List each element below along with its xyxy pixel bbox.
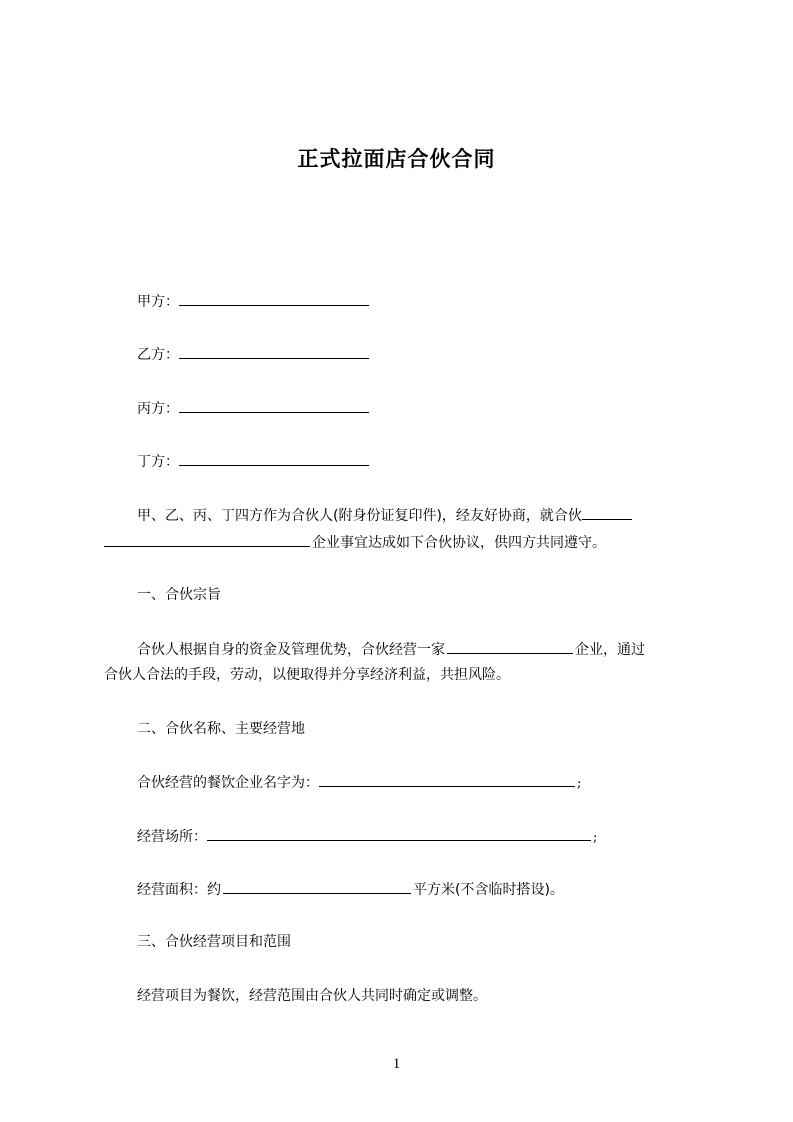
section-1-para-line-2: 合伙人合法的手段，劳动，以便取得并分享经济利益，共担风险。: [104, 667, 510, 683]
section-1-heading: 一、合伙宗旨: [137, 587, 221, 603]
intro-line-1: [137, 505, 632, 526]
semicolon: ;: [577, 776, 582, 791]
party-a-line: [137, 291, 369, 312]
intro-blank-2: [104, 532, 310, 547]
intro-line-2: [104, 532, 606, 553]
section-1-text-a: 合伙人根据自身的资金及管理优势，合伙经营一家: [137, 642, 445, 658]
section-2-heading: 二、合伙名称、主要经营地: [137, 721, 305, 737]
section-1-text-b: 企业，通过: [575, 642, 645, 658]
business-place-blank: [207, 826, 591, 841]
enterprise-name-blank: [319, 772, 575, 787]
party-c-blank: [179, 398, 369, 413]
party-b-blank: [179, 344, 369, 359]
intro-text-1: 甲、乙、丙、丁四方作为合伙人(附身份证复印件)，经友好协商，就合伙: [137, 508, 582, 524]
enterprise-name-line: [137, 772, 581, 794]
party-b-line: [137, 344, 369, 365]
semicolon: ;: [593, 830, 598, 845]
intro-text-2: 企业事宜达成如下合伙协议，供四方共同遵守。: [312, 535, 606, 551]
party-d-blank: [179, 451, 369, 466]
company-type-blank: [447, 639, 573, 654]
section-1-para-line-1: [137, 639, 645, 660]
party-b-label: 乙方：: [137, 347, 179, 363]
business-area-label: 经营面积：约: [137, 882, 221, 898]
page-number: 1: [392, 1056, 401, 1072]
intro-blank-1: [582, 505, 632, 520]
party-c-line: [137, 398, 369, 419]
business-place-label: 经营场所：: [137, 829, 207, 845]
party-a-blank: [179, 291, 369, 306]
business-area-line: [137, 879, 564, 900]
party-d-label: 丁方：: [137, 454, 179, 470]
document-title: 正式拉面店合伙合同: [297, 147, 496, 171]
party-d-line: [137, 451, 369, 472]
business-place-line: [137, 826, 597, 848]
business-area-blank: [223, 879, 411, 894]
section-3-heading: 三、合伙经营项目和范围: [137, 934, 291, 950]
party-a-label: 甲方：: [137, 294, 179, 310]
enterprise-name-label: 合伙经营的餐饮企业名字为：: [137, 775, 319, 791]
business-area-suffix: 平方米(不含临时搭设)。: [413, 882, 564, 898]
party-c-label: 丙方：: [137, 401, 179, 417]
section-3-paragraph: 经营项目为餐饮，经营范围由合伙人共同时确定或调整。: [137, 988, 487, 1004]
